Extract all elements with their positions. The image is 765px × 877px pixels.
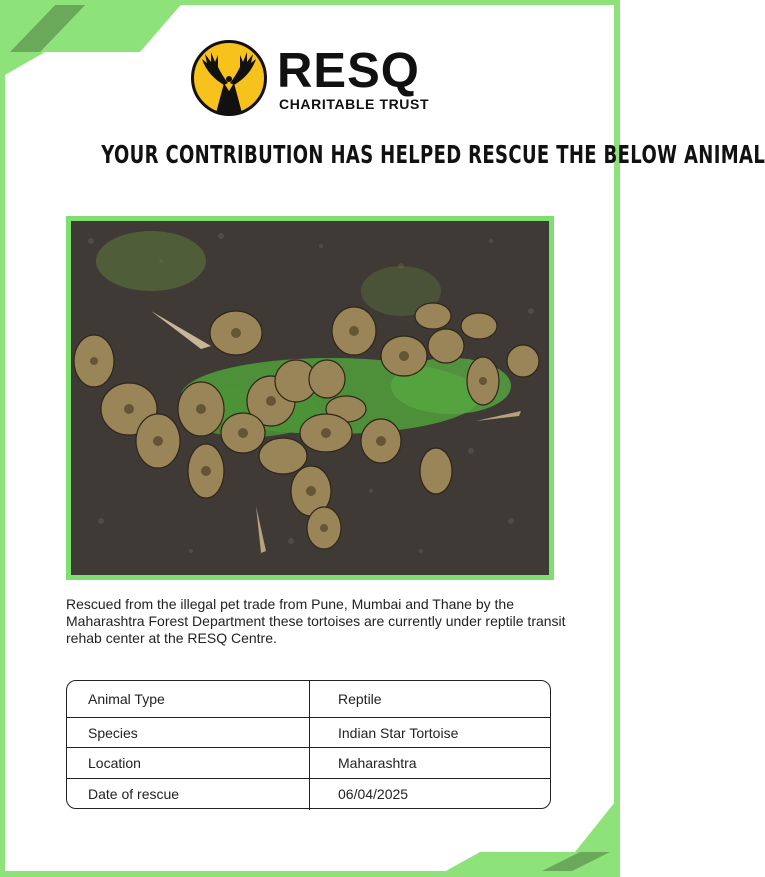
- page-title: YOUR CONTRIBUTION HAS HELPED RESCUE THE BELOW ANIMAL: [101, 140, 765, 169]
- animal-details-table: [66, 680, 551, 809]
- brand-subtitle: CHARITABLE TRUST: [279, 96, 430, 112]
- tortoises-photo: [66, 216, 554, 580]
- detail-label: Species: [67, 718, 310, 747]
- detail-label: Animal Type: [67, 681, 310, 717]
- table-row: [67, 717, 550, 747]
- table-row: [67, 778, 550, 810]
- detail-value: Indian Star Tortoise: [338, 725, 459, 741]
- table-row: [67, 681, 550, 717]
- resq-logo: [191, 40, 431, 120]
- detail-value: Maharashtra: [338, 755, 417, 771]
- brand-name: RESQ: [277, 44, 420, 98]
- raised-hands-bird-icon: [191, 40, 267, 116]
- detail-label: Date of rescue: [67, 779, 310, 810]
- detail-label: Location: [67, 748, 310, 778]
- detail-value: Reptile: [338, 691, 382, 707]
- detail-value: 06/04/2025: [338, 786, 409, 802]
- table-row: [67, 747, 550, 778]
- rescue-description: Rescued from the illegal pet trade from Pune, Mumbai and Thane by the Maharashtra Forest Department these tortoises are currently under reptile transit rehab center at the RESQ Centre.: [66, 596, 566, 646]
